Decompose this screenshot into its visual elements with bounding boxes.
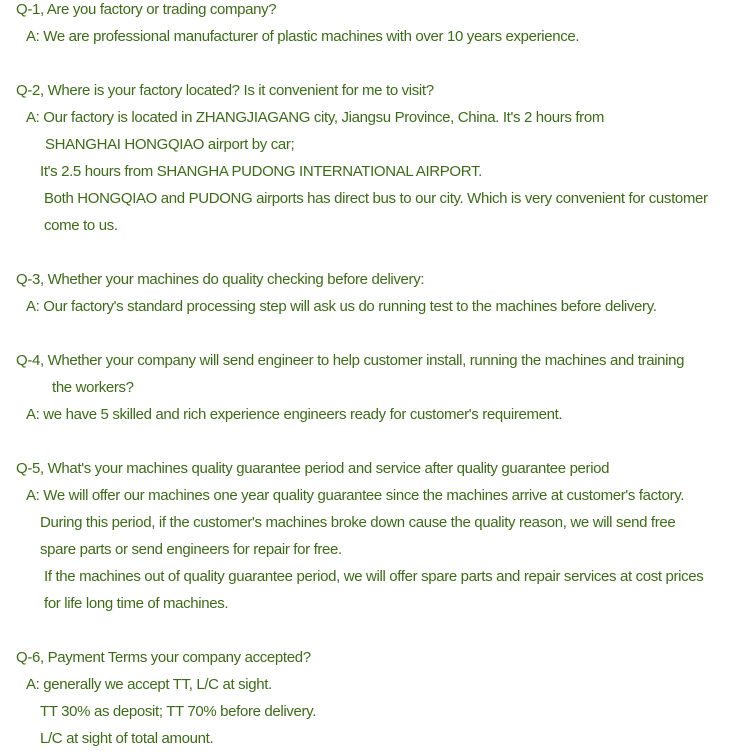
faq-4-answer: A: we have 5 skilled and rich experience engineers ready for customer's requirement.	[26, 406, 563, 423]
faq-2-answer-line-2: SHANGHAI HONGQIAO airport by car;	[45, 136, 295, 153]
faq-1-question: Q-1, Are you factory or trading company?	[16, 1, 277, 18]
faq-4-question-line-1: Q-4, Whether your company will send engineer to help customer install, running the machines and training	[16, 352, 685, 369]
faq-6-answer-line-3: L/C at sight of total amount.	[40, 730, 214, 747]
faq-1-answer: A: We are professional manufacturer of plastic machines with over 10 years experience.	[26, 28, 580, 45]
faq-5-question: Q-5, What's your machines quality guarantee period and service after quality guarantee period	[16, 460, 610, 477]
faq-4-question-line-2: the workers?	[52, 379, 134, 396]
faq-2-answer-line-1: A: Our factory is located in ZHANGJIAGANG city, Jiangsu Province, China. It's 2 hours from	[26, 109, 604, 126]
faq-2-answer-line-5: come to us.	[44, 217, 118, 234]
faq-5-answer-line-1: A: We will offer our machines one year quality guarantee since the machines arrive at customer's factory.	[26, 487, 685, 504]
faq-2-answer-line-4: Both HONGQIAO and PUDONG airports has direct bus to our city. Which is very convenient for customer	[44, 190, 708, 207]
faq-5-answer-line-2: During this period, if the customer's machines broke down cause the quality reason, we will send free	[40, 514, 676, 531]
faq-5-answer-line-3: spare parts or send engineers for repair for free.	[40, 541, 342, 558]
faq-5-answer-line-5: for life long time of machines.	[44, 595, 229, 612]
faq-6-answer-line-1: A: generally we accept TT, L/C at sight.	[26, 676, 272, 693]
faq-6-question: Q-6, Payment Terms your company accepted?	[16, 649, 311, 666]
faq-5-answer-line-4: If the machines out of quality guarantee period, we will offer spare parts and repair services at cost prices	[44, 568, 704, 585]
faq-2-answer-line-3: It's 2.5 hours from SHANGHA PUDONG INTERNATIONAL AIRPORT.	[40, 163, 482, 180]
faq-2-question: Q-2, Where is your factory located? Is it convenient for me to visit?	[16, 82, 434, 99]
faq-3-answer: A: Our factory's standard processing step will ask us do running test to the machines before delivery.	[26, 298, 657, 315]
faq-3-question: Q-3, Whether your machines do quality checking before delivery:	[16, 271, 425, 288]
faq-6-answer-line-2: TT 30% as deposit; TT 70% before delivery.	[40, 703, 317, 720]
